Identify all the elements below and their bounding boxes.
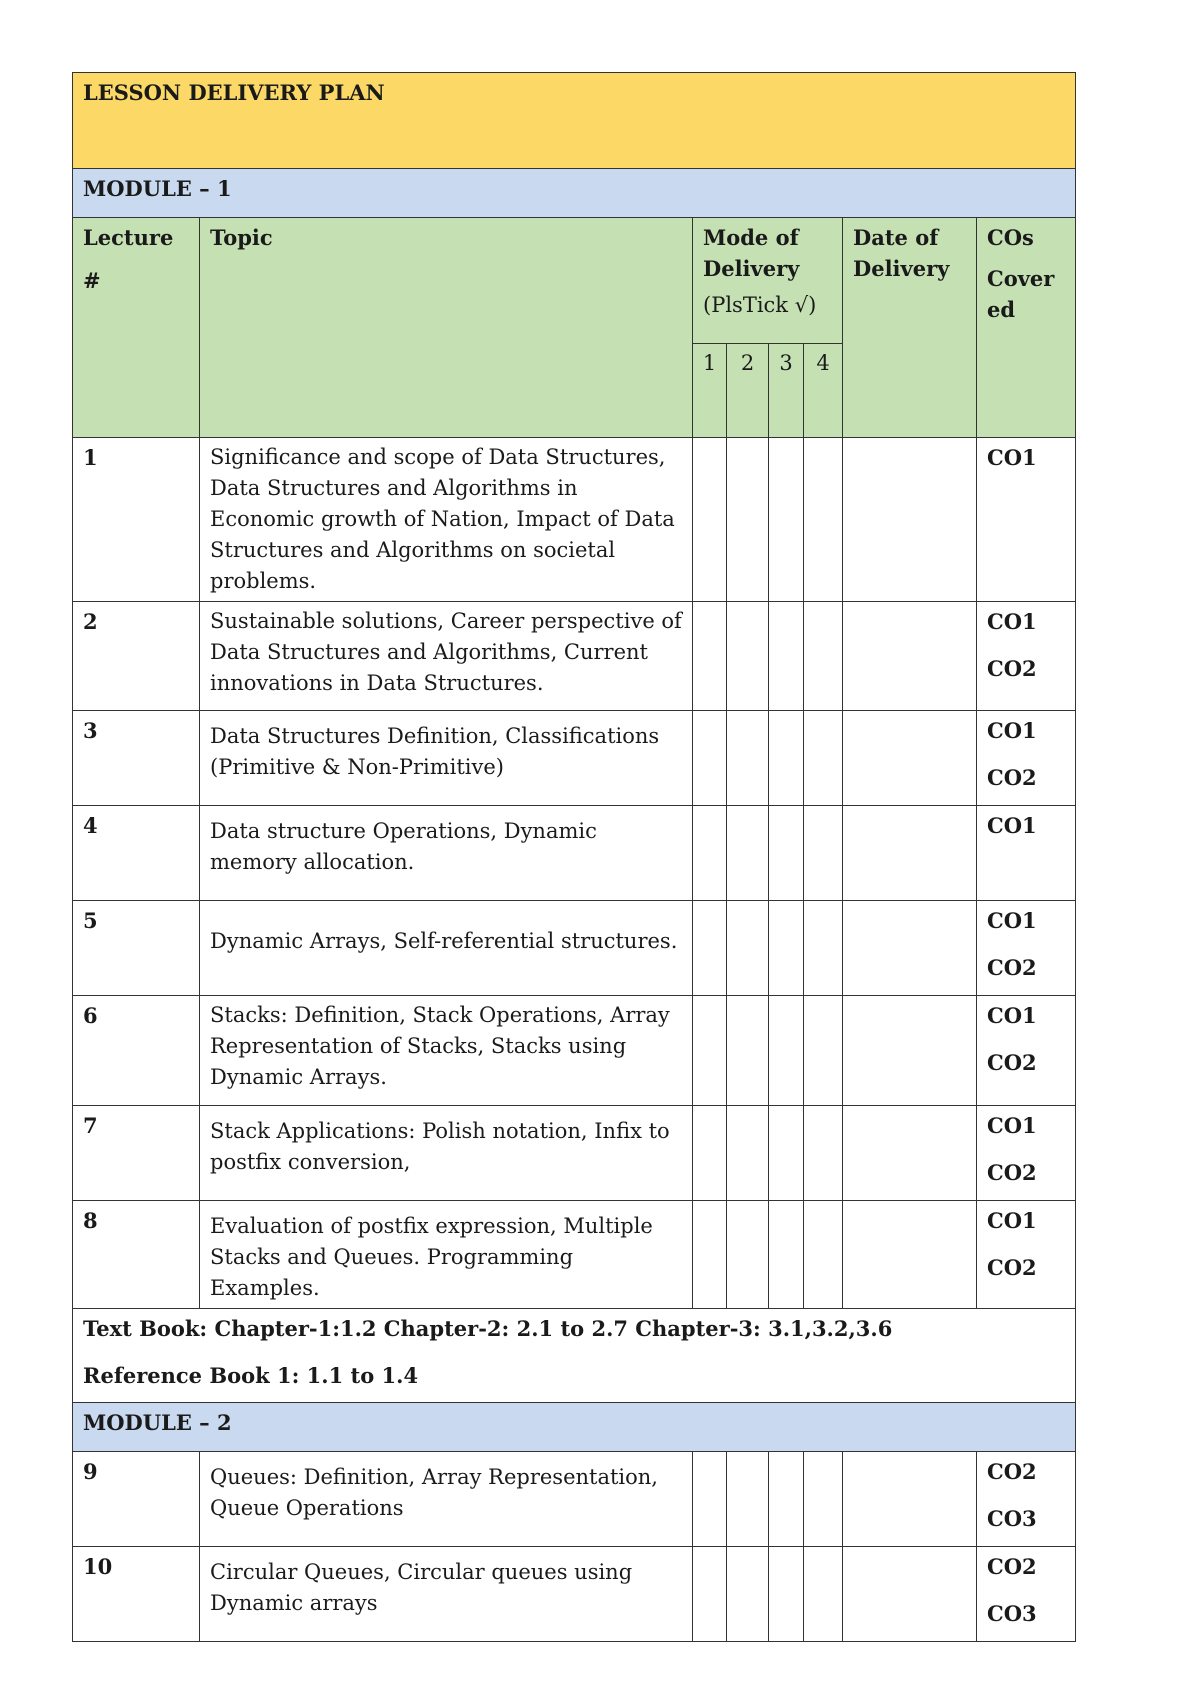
cos-covered-cell [977, 806, 1076, 901]
mode-3-tick-cell[interactable] [769, 602, 804, 711]
lecture-row [73, 806, 1076, 901]
mode-4-tick-cell[interactable] [804, 438, 843, 602]
mode-3-header: 3 [769, 344, 804, 438]
mode-1-tick-cell[interactable] [693, 1547, 727, 1642]
lecture-topic: Data Structures Definition, Classifications (Primitive & Non-Primitive) [200, 711, 693, 806]
mode-2-tick-cell[interactable] [727, 806, 769, 901]
lecture-row [73, 711, 1076, 806]
header-lecture [73, 218, 200, 438]
header-topic: Topic [200, 218, 693, 438]
mode-3-tick-cell[interactable] [769, 1547, 804, 1642]
lecture-topic: Evaluation of postfix expression, Multiple Stacks and Queues. Programming Examples. [200, 1201, 693, 1309]
header-row [73, 218, 1076, 344]
header-date-label-1: Date of [853, 225, 939, 250]
co-label: CO2 [987, 1050, 1037, 1075]
mode-1-tick-cell[interactable] [693, 711, 727, 806]
module-2-heading: MODULE – 2 [73, 1403, 1076, 1452]
date-of-delivery-cell[interactable] [843, 996, 977, 1106]
mode-1-tick-cell[interactable] [693, 438, 727, 602]
title-row [73, 73, 1076, 169]
header-cos-covered [977, 218, 1076, 438]
lecture-row [73, 1106, 1076, 1201]
lecture-number: 7 [73, 1106, 200, 1201]
header-lecture-label: Lecture [83, 225, 174, 250]
header-mode-label-1: Mode of [703, 225, 799, 250]
mode-4-tick-cell[interactable] [804, 1201, 843, 1309]
cos-covered-cell [977, 996, 1076, 1106]
mode-1-tick-cell[interactable] [693, 996, 727, 1106]
mode-3-tick-cell[interactable] [769, 1106, 804, 1201]
lecture-topic: Circular Queues, Circular queues using Dynamic arrays [200, 1547, 693, 1642]
mode-3-tick-cell[interactable] [769, 438, 804, 602]
mode-4-tick-cell[interactable] [804, 1452, 843, 1547]
lecture-topic: Stacks: Definition, Stack Operations, Array Representation of Stacks, Stacks using Dynamic Arrays. [200, 996, 693, 1106]
lecture-row [73, 602, 1076, 711]
mode-1-tick-cell[interactable] [693, 1201, 727, 1309]
lecture-number: 3 [73, 711, 200, 806]
lesson-delivery-plan-table [72, 72, 1076, 1642]
module-2-row [73, 1403, 1076, 1452]
co-label: CO3 [987, 1601, 1037, 1626]
lecture-row [73, 1452, 1076, 1547]
header-date-label-2: Delivery [853, 256, 950, 281]
cos-covered-cell [977, 901, 1076, 996]
mode-1-tick-cell[interactable] [693, 1106, 727, 1201]
module-1-row [73, 169, 1076, 218]
date-of-delivery-cell[interactable] [843, 1452, 977, 1547]
mode-4-tick-cell[interactable] [804, 711, 843, 806]
mode-4-tick-cell[interactable] [804, 996, 843, 1106]
mode-2-tick-cell[interactable] [727, 901, 769, 996]
page-title: LESSON DELIVERY PLAN [73, 73, 1076, 169]
date-of-delivery-cell[interactable] [843, 1547, 977, 1642]
lecture-row [73, 1201, 1076, 1309]
cos-covered-cell [977, 1201, 1076, 1309]
header-mode-of-delivery [693, 218, 843, 344]
mode-4-tick-cell[interactable] [804, 806, 843, 901]
cos-covered-cell [977, 1106, 1076, 1201]
co-label: CO1 [987, 1113, 1037, 1138]
co-label: CO1 [987, 609, 1037, 634]
co-label: CO1 [987, 718, 1037, 743]
reference-book: Reference Book 1: 1.1 to 1.4 [83, 1363, 419, 1388]
co-label: CO2 [987, 1554, 1037, 1579]
cos-covered-cell [977, 711, 1076, 806]
lecture-topic: Data structure Operations, Dynamic memory allocation. [200, 806, 693, 901]
textbook-reference: Text Book: Chapter-1:1.2 Chapter-2: 2.1 to 2.7 Chapter-3: 3.1,3.2,3.6 [83, 1316, 893, 1341]
cos-covered-cell [977, 602, 1076, 711]
lecture-row [73, 1547, 1076, 1642]
lecture-topic: Sustainable solutions, Career perspective of Data Structures and Algorithms, Current innovations in Data Structures. [200, 602, 693, 711]
mode-2-header: 2 [727, 344, 769, 438]
lecture-row [73, 996, 1076, 1106]
cos-covered-cell [977, 1452, 1076, 1547]
lecture-number: 8 [73, 1201, 200, 1309]
lecture-number: 9 [73, 1452, 200, 1547]
mode-2-tick-cell[interactable] [727, 711, 769, 806]
textbook-reference-row [73, 1309, 1076, 1403]
lecture-topic: Stack Applications: Polish notation, Infix to postfix conversion, [200, 1106, 693, 1201]
date-of-delivery-cell[interactable] [843, 901, 977, 996]
date-of-delivery-cell[interactable] [843, 602, 977, 711]
lecture-row [73, 901, 1076, 996]
mode-3-tick-cell[interactable] [769, 1201, 804, 1309]
mode-4-tick-cell[interactable] [804, 1547, 843, 1642]
textbook-reference-cell [73, 1309, 1076, 1403]
header-mode-label-2: Delivery [703, 256, 800, 281]
header-cos-label-1: COs [987, 225, 1034, 250]
date-of-delivery-cell[interactable] [843, 711, 977, 806]
header-lecture-hash: # [83, 268, 101, 293]
date-of-delivery-cell[interactable] [843, 1106, 977, 1201]
header-mode-tick-note: (PlsTick √) [703, 293, 817, 317]
co-label: CO1 [987, 1208, 1037, 1233]
mode-2-tick-cell[interactable] [727, 438, 769, 602]
lecture-number: 1 [73, 438, 200, 602]
mode-1-tick-cell[interactable] [693, 1452, 727, 1547]
date-of-delivery-cell[interactable] [843, 806, 977, 901]
mode-4-header: 4 [804, 344, 843, 438]
module-1-heading: MODULE – 1 [73, 169, 1076, 218]
cos-covered-cell [977, 1547, 1076, 1642]
header-cos-label-3: ed [987, 297, 1016, 322]
co-label: CO2 [987, 1255, 1037, 1280]
mode-2-tick-cell[interactable] [727, 996, 769, 1106]
mode-3-tick-cell[interactable] [769, 1452, 804, 1547]
lecture-topic: Queues: Definition, Array Representation, Queue Operations [200, 1452, 693, 1547]
mode-3-tick-cell[interactable] [769, 806, 804, 901]
co-label: CO1 [987, 1003, 1037, 1028]
mode-2-tick-cell[interactable] [727, 1201, 769, 1309]
mode-1-tick-cell[interactable] [693, 901, 727, 996]
mode-3-tick-cell[interactable] [769, 901, 804, 996]
mode-1-tick-cell[interactable] [693, 602, 727, 711]
co-label: CO3 [987, 1506, 1037, 1531]
co-label: CO2 [987, 955, 1037, 980]
lecture-topic: Significance and scope of Data Structures, Data Structures and Algorithms in Economic growth of Nation, Impact of Data Structures and Algorithms on societal problems. [200, 438, 693, 602]
mode-2-tick-cell[interactable] [727, 1452, 769, 1547]
mode-2-tick-cell[interactable] [727, 1106, 769, 1201]
lecture-number: 5 [73, 901, 200, 996]
co-label: CO1 [987, 908, 1037, 933]
co-label: CO2 [987, 1160, 1037, 1185]
mode-1-tick-cell[interactable] [693, 806, 727, 901]
mode-4-tick-cell[interactable] [804, 1106, 843, 1201]
co-label: CO1 [987, 813, 1037, 838]
lecture-number: 4 [73, 806, 200, 901]
mode-4-tick-cell[interactable] [804, 602, 843, 711]
co-label: CO2 [987, 656, 1037, 681]
date-of-delivery-cell[interactable] [843, 1201, 977, 1309]
lecture-number: 10 [73, 1547, 200, 1642]
co-label: CO2 [987, 1459, 1037, 1484]
lecture-number: 6 [73, 996, 200, 1106]
co-label: CO2 [987, 765, 1037, 790]
header-date-of-delivery [843, 218, 977, 438]
lecture-row [73, 438, 1076, 602]
mode-3-tick-cell[interactable] [769, 711, 804, 806]
mode-2-tick-cell[interactable] [727, 602, 769, 711]
mode-2-tick-cell[interactable] [727, 1547, 769, 1642]
lecture-topic: Dynamic Arrays, Self-referential structures. [200, 901, 693, 996]
cos-covered-cell [977, 438, 1076, 602]
mode-3-tick-cell[interactable] [769, 996, 804, 1106]
mode-4-tick-cell[interactable] [804, 901, 843, 996]
date-of-delivery-cell[interactable] [843, 438, 977, 602]
mode-1-header: 1 [693, 344, 727, 438]
header-cos-label-2: Cover [987, 266, 1055, 291]
lecture-number: 2 [73, 602, 200, 711]
co-label: CO1 [987, 445, 1037, 470]
